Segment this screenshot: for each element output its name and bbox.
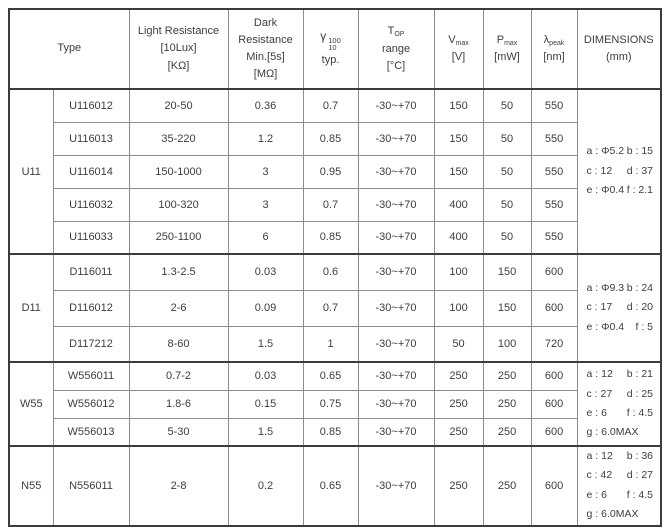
col-header-gamma	[303, 9, 358, 89]
pmax-cell: 50	[483, 188, 531, 221]
dimension-entry: g : 6.0MAX	[586, 426, 639, 439]
lambda-peak-cell: 550	[531, 221, 577, 254]
dimension-entry: e : 6	[586, 407, 607, 419]
header-line: typ.	[321, 54, 340, 67]
dimension-line	[587, 385, 654, 404]
gamma-cell: 0.85	[303, 418, 358, 446]
table-row	[9, 326, 661, 362]
dimension-entry: f : 2.1	[626, 184, 654, 197]
dimension-entry: f : 4.5	[626, 407, 654, 419]
dimension-entry: c : 27	[586, 387, 613, 400]
vmax-cell: 250	[434, 390, 483, 418]
header-line: [V]	[451, 51, 466, 64]
dimensions-cell	[577, 446, 661, 526]
table-row	[9, 155, 661, 188]
gamma-cell: 0.6	[303, 254, 358, 290]
dimension-entry: e : Φ0.4	[586, 320, 625, 333]
table-row	[9, 390, 661, 418]
vmax-cell: 400	[434, 188, 483, 221]
model-cell: U116032	[53, 188, 129, 221]
header-line: $P_{max}$	[496, 33, 518, 47]
dimension-entry: d : 20	[626, 301, 654, 314]
header-line: [10Lux]	[160, 42, 197, 55]
dimension-line	[587, 466, 654, 485]
type-group-label: W55	[9, 362, 53, 446]
col-header-light-resistance	[129, 9, 228, 89]
light-resistance-cell: 2-6	[129, 290, 228, 326]
pmax-cell: 50	[483, 155, 531, 188]
gamma-symbol: γ 100 10	[320, 28, 341, 53]
dimension-entry: f : 4.5	[626, 488, 654, 501]
model-cell: W556012	[53, 390, 129, 418]
gamma-cell: 0.95	[303, 155, 358, 188]
dimension-entry: d : 37	[626, 164, 654, 177]
dimension-entry: b : 36	[626, 450, 654, 462]
dimension-line	[587, 505, 654, 524]
table-row	[9, 446, 661, 526]
col-header-dimensions	[577, 9, 661, 89]
gamma-cell: 0.7	[303, 188, 358, 221]
lambda-peak-cell: 600	[531, 446, 577, 526]
col-header-vmax	[434, 9, 483, 89]
lambda-peak-cell: 600	[531, 390, 577, 418]
header-line: range	[381, 42, 411, 55]
header-line: [nm]	[543, 51, 565, 64]
top-range-cell: -30~+70	[358, 221, 434, 254]
top-range-cell: -30~+70	[358, 188, 434, 221]
pmax-cell: 100	[483, 326, 531, 362]
dark-resistance-cell: 0.15	[228, 390, 303, 418]
model-cell: D116012	[53, 290, 129, 326]
dimension-line	[587, 162, 654, 181]
lambda-peak-cell: 600	[531, 418, 577, 446]
pmax-cell: 250	[483, 362, 531, 390]
gamma-cell: 0.75	[303, 390, 358, 418]
pmax-cell: 250	[483, 446, 531, 526]
table-row	[9, 89, 661, 122]
dimension-entry: e : 6	[586, 488, 607, 501]
gamma-cell: 0.7	[303, 290, 358, 326]
top-range-cell: -30~+70	[358, 326, 434, 362]
dark-resistance-cell: 0.03	[228, 362, 303, 390]
dimension-entry: b : 24	[626, 281, 654, 294]
pmax-cell: 250	[483, 390, 531, 418]
lambda-peak-cell: 720	[531, 326, 577, 362]
dimension-line	[587, 142, 654, 161]
dimensions-cell	[577, 362, 661, 446]
col-header-top-range	[358, 9, 434, 89]
table-row	[9, 418, 661, 446]
model-cell: U116014	[53, 155, 129, 188]
header-line: $T_{OP}$	[387, 25, 405, 39]
light-resistance-cell: 0.7-2	[129, 362, 228, 390]
spec-table	[8, 8, 662, 527]
header-line: [°C]	[386, 59, 406, 72]
dimension-entry: a : Φ5.2	[586, 145, 625, 158]
vmax-cell: 150	[434, 89, 483, 122]
dimension-line	[587, 279, 654, 298]
col-header-pmax	[483, 9, 531, 89]
model-cell: U116013	[53, 122, 129, 155]
vmax-cell: 100	[434, 254, 483, 290]
top-range-cell: -30~+70	[358, 362, 434, 390]
gamma-ratio: 100 10	[328, 35, 341, 53]
table-row	[9, 122, 661, 155]
vmax-cell: 250	[434, 446, 483, 526]
header-line: [KΩ]	[167, 59, 190, 72]
dark-resistance-cell: 3	[228, 188, 303, 221]
top-range-cell: -30~+70	[358, 446, 434, 526]
col-header-lambda-peak	[531, 9, 577, 89]
dimension-entry: c : 42	[586, 469, 613, 482]
pmax-cell: 150	[483, 290, 531, 326]
lambda-peak-cell: 600	[531, 290, 577, 326]
dark-resistance-cell: 0.03	[228, 254, 303, 290]
dimension-line	[587, 447, 654, 466]
gamma-cell: 1	[303, 326, 358, 362]
lambda-peak-cell: 550	[531, 188, 577, 221]
top-range-cell: -30~+70	[358, 122, 434, 155]
col-header-type	[9, 9, 129, 89]
dimension-entry: d : 25	[626, 387, 654, 400]
model-cell: W556011	[53, 362, 129, 390]
type-group-label: U11	[9, 89, 53, 254]
dimension-entry: a : Φ9.3	[586, 281, 625, 294]
dimension-entry: c : 17	[586, 301, 613, 314]
dimension-entry: a : 12	[586, 450, 613, 462]
pmax-cell: 250	[483, 418, 531, 446]
top-range-cell: -30~+70	[358, 155, 434, 188]
dimension-line	[587, 318, 654, 337]
light-resistance-cell: 2-8	[129, 446, 228, 526]
header-line: DIMENSIONS	[583, 33, 654, 46]
header-line: $\lambda_{peak}$	[543, 33, 565, 47]
model-cell: U116033	[53, 221, 129, 254]
header-line: Dark	[253, 16, 278, 29]
light-resistance-cell: 150-1000	[129, 155, 228, 188]
vmax-cell: 150	[434, 122, 483, 155]
type-group-label: N55	[9, 446, 53, 526]
top-range-cell: -30~+70	[358, 254, 434, 290]
model-cell: D117212	[53, 326, 129, 362]
dimension-entry: d : 27	[626, 469, 654, 482]
dimension-line	[587, 365, 654, 384]
col-header-dark-resistance	[228, 9, 303, 89]
light-resistance-cell: 250-1100	[129, 221, 228, 254]
light-resistance-cell: 100-320	[129, 188, 228, 221]
dark-resistance-cell: 6	[228, 221, 303, 254]
dark-resistance-cell: 1.2	[228, 122, 303, 155]
dimension-entry: a : 12	[586, 368, 613, 381]
dark-resistance-cell: 0.2	[228, 446, 303, 526]
gamma-cell: 0.85	[303, 221, 358, 254]
pmax-cell: 50	[483, 89, 531, 122]
top-range-cell: -30~+70	[358, 418, 434, 446]
dimension-entry: e : Φ0.4	[586, 184, 625, 197]
header-row	[9, 9, 661, 89]
light-resistance-cell: 5-30	[129, 418, 228, 446]
type-group-label: D11	[9, 254, 53, 362]
model-cell: W556013	[53, 418, 129, 446]
dimension-line	[587, 181, 654, 200]
vmax-cell: 250	[434, 362, 483, 390]
lambda-peak-cell: 600	[531, 254, 577, 290]
vmax-cell: 100	[434, 290, 483, 326]
header-line: Light Resistance	[137, 25, 220, 38]
light-resistance-cell: 1.8-6	[129, 390, 228, 418]
vmax-cell: 250	[434, 418, 483, 446]
dimensions-cell	[577, 89, 661, 254]
pmax-cell: 50	[483, 122, 531, 155]
light-resistance-cell: 35-220	[129, 122, 228, 155]
gamma-cell: 0.7	[303, 89, 358, 122]
table-row	[9, 188, 661, 221]
pmax-cell: 150	[483, 254, 531, 290]
model-cell: D116011	[53, 254, 129, 290]
table-row	[9, 290, 661, 326]
dimensions-cell	[577, 254, 661, 362]
header-line: [mW]	[494, 51, 520, 64]
spec-table-body	[9, 89, 661, 526]
header-label: Type	[57, 42, 82, 55]
dimension-entry: g : 6.0MAX	[586, 508, 639, 521]
lambda-peak-cell: 550	[531, 155, 577, 188]
dark-resistance-cell: 0.09	[228, 290, 303, 326]
dark-resistance-cell: 0.36	[228, 89, 303, 122]
pmax-cell: 50	[483, 221, 531, 254]
header-line: (mm)	[605, 51, 632, 63]
table-row	[9, 362, 661, 390]
light-resistance-cell: 8-60	[129, 326, 228, 362]
table-row	[9, 221, 661, 254]
header-line: Min.[5s]	[246, 51, 285, 63]
dimension-entry: c : 12	[586, 164, 613, 177]
top-range-cell: -30~+70	[358, 290, 434, 326]
light-resistance-cell: 1.3-2.5	[129, 254, 228, 290]
dimension-entry: b : 15	[626, 145, 654, 158]
dimension-line	[587, 423, 654, 442]
model-cell: N556011	[53, 446, 129, 526]
gamma-cell: 0.85	[303, 122, 358, 155]
lambda-peak-cell: 550	[531, 122, 577, 155]
gamma-cell: 0.65	[303, 362, 358, 390]
model-cell: U116012	[53, 89, 129, 122]
dimension-entry: f : 5	[635, 320, 654, 333]
header-line: [MΩ]	[253, 68, 278, 81]
header-line: Resistance	[238, 33, 293, 46]
dark-resistance-cell: 1.5	[228, 326, 303, 362]
lambda-peak-cell: 550	[531, 89, 577, 122]
dark-resistance-cell: 3	[228, 155, 303, 188]
dark-resistance-cell: 1.5	[228, 418, 303, 446]
vmax-cell: 150	[434, 155, 483, 188]
dimension-line	[587, 486, 654, 505]
table-row	[9, 254, 661, 290]
lambda-peak-cell: 600	[531, 362, 577, 390]
light-resistance-cell: 20-50	[129, 89, 228, 122]
dimension-line	[587, 298, 654, 317]
dimension-line	[587, 404, 654, 423]
vmax-cell: 50	[434, 326, 483, 362]
header-line: $V_{max}$	[448, 33, 469, 47]
top-range-cell: -30~+70	[358, 390, 434, 418]
dimension-entry: b : 21	[626, 368, 654, 381]
gamma-cell: 0.65	[303, 446, 358, 526]
vmax-cell: 400	[434, 221, 483, 254]
top-range-cell: -30~+70	[358, 89, 434, 122]
